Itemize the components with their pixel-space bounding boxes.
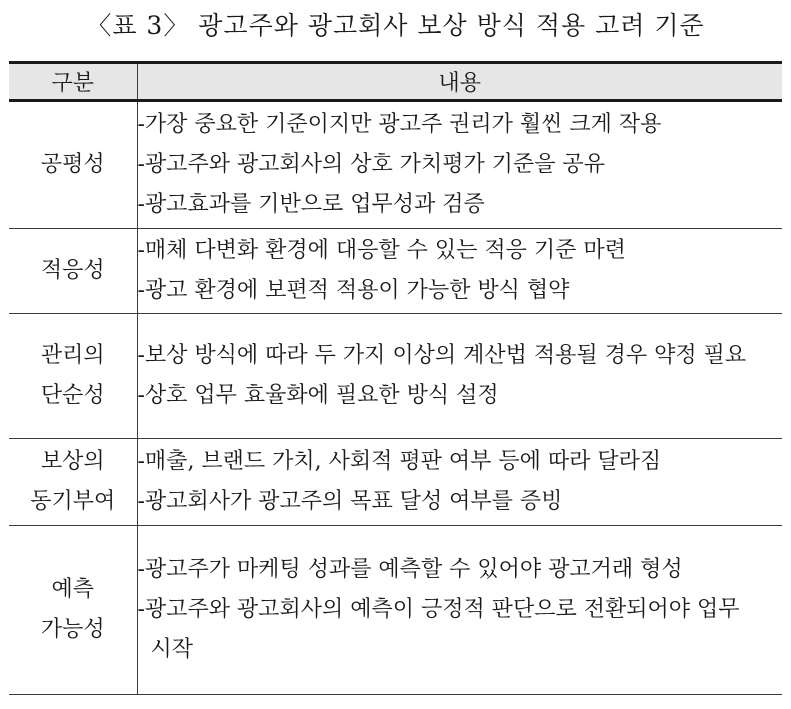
table-caption: 〈표 3〉 광고주와 광고회사 보상 방식 적용 고려 기준 [86, 11, 705, 40]
table-row [9, 526, 782, 695]
category-label-line: 예측 [51, 577, 94, 602]
table-row [9, 101, 782, 229]
table-row [9, 229, 782, 314]
content-cell [137, 314, 782, 439]
content-cell [137, 439, 782, 526]
category-label-line: 가능성 [40, 617, 105, 642]
category-label-line: 단순성 [40, 383, 105, 408]
content-item: -보상 방식에 따라 두 가지 이상의 계산법 적용될 경우 약정 필요 [137, 343, 747, 368]
content-item: -매체 다변화 환경에 대응할 수 있는 적응 기준 마련 [137, 238, 626, 263]
content-item: -광고주가 마케팅 성과를 예측할 수 있어야 광고거래 형성 [137, 557, 683, 582]
category-cell [9, 101, 137, 229]
category-label-line: 동기부여 [30, 489, 116, 514]
category-label: 적응성 [40, 258, 105, 283]
header-category: 구분 [9, 63, 137, 101]
category-label: 공평성 [40, 152, 105, 177]
content-item: -광고주와 광고회사의 예측이 긍정적 판단으로 전환되어야 업무 시작 [137, 597, 740, 662]
category-cell [9, 229, 137, 314]
category-label-line: 보상의 [40, 449, 105, 474]
content-item: -상호 업무 효율화에 필요한 방식 설정 [137, 383, 499, 408]
table-row [9, 439, 782, 526]
content-item: -광고 환경에 보편적 적용이 가능한 방식 협약 [137, 278, 570, 303]
content-cell [137, 101, 782, 229]
criteria-table [9, 61, 782, 695]
content-cell [137, 526, 782, 695]
content-item: -광고주와 광고회사의 상호 가치평가 기준을 공유 [137, 152, 605, 177]
category-cell [9, 526, 137, 695]
content-cell [137, 229, 782, 314]
table-header-row [9, 63, 782, 101]
header-content: 내용 [137, 63, 782, 101]
category-cell [9, 314, 137, 439]
content-item: -매출, 브랜드 가치, 사회적 평판 여부 등에 따라 달라짐 [137, 449, 662, 474]
category-cell [9, 439, 137, 526]
category-label-line: 관리의 [40, 343, 105, 368]
content-item: -광고효과를 기반으로 업무성과 검증 [137, 192, 485, 217]
content-item: -가장 중요한 기준이지만 광고주 권리가 훨씬 크게 작용 [137, 112, 662, 137]
content-item: -광고회사가 광고주의 목표 달성 여부를 증빙 [137, 489, 563, 514]
table-row [9, 314, 782, 439]
